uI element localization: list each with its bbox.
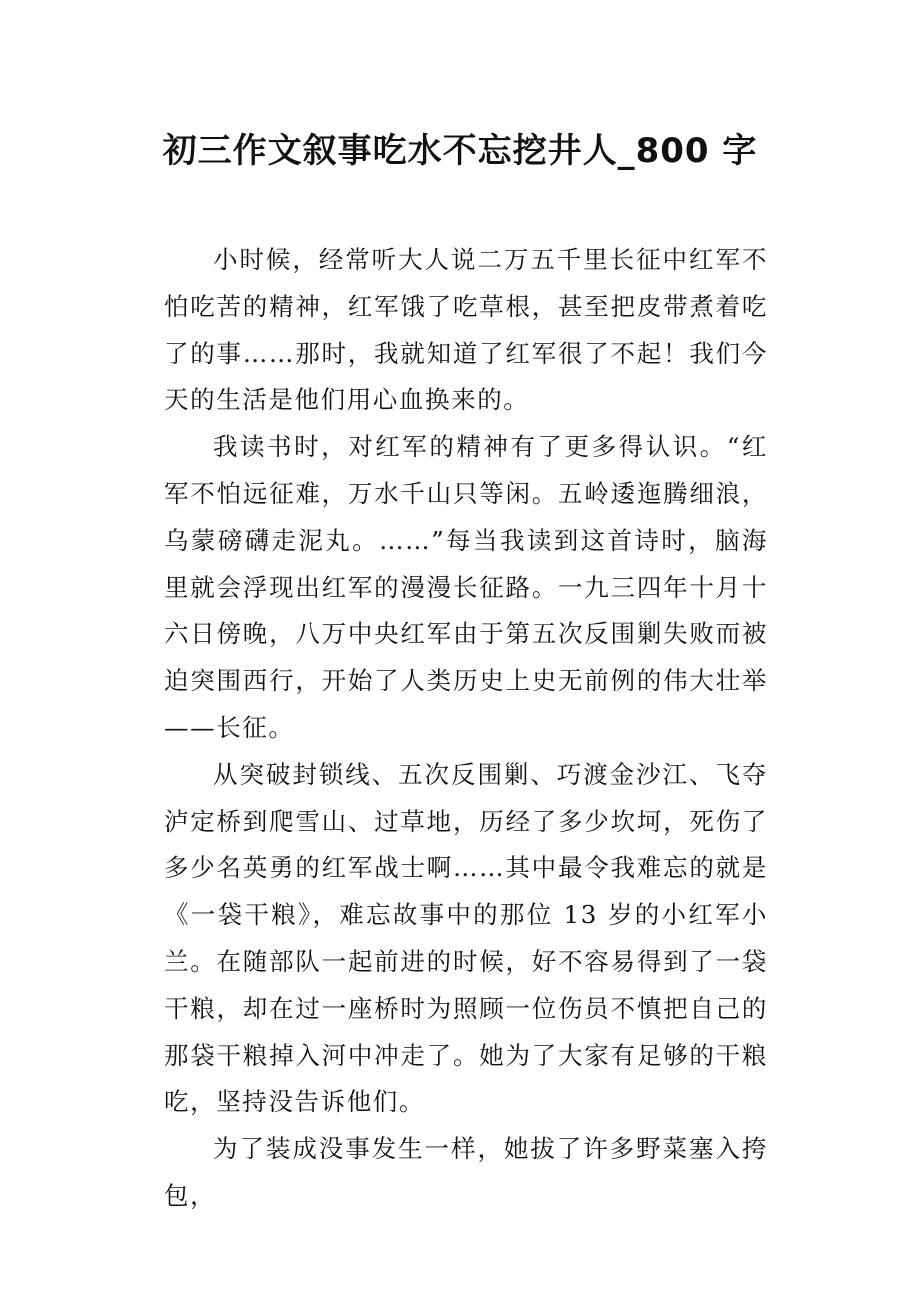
paragraph: 从突破封锁线、五次反围剿、巧渡金沙江、飞夺泸定桥到爬雪山、过草地，历经了多少坎坷，死伤了多少名英勇的红军战士啊……其中最令我难忘的就是《一袋干粮》，难忘故事中的那位 13 岁的小红军小兰。在随部队一起前进的时候，好不容易得到了一袋干粮，却在过一座桥时为照顾一位伤员不慎把自己的那袋干粮掉入河中冲走了。她为了大家有足够的干粮吃，坚持没告诉他们。 bbox=[164, 759, 768, 1117]
document-title: 初三作文叙事吃水不忘挖井人_800 字 bbox=[162, 131, 758, 171]
document-body bbox=[164, 237, 768, 1220]
paragraph: 小时候，经常听大人说二万五千里长征中红军不怕吃苦的精神，红军饿了吃草根，甚至把皮带煮着吃了的事……那时，我就知道了红军很了不起！我们今天的生活是他们用心血换来的。 bbox=[164, 245, 768, 415]
paragraph: 我读书时，对红军的精神有了更多得认识。“红军不怕远征难，万水千山只等闲。五岭逶迤腾细浪，乌蒙磅礴走泥丸。……”每当我读到这首诗时，脑海里就会浮现出红军的漫漫长征路。一九三四年十月十六日傍晚，八万中央红军由于第五次反围剿失败而被迫突围西行，开始了人类历史上史无前例的伟大壮举——长征。 bbox=[164, 432, 768, 742]
paragraph: 为了装成没事发生一样，她拔了许多野菜塞入挎包， bbox=[164, 1134, 768, 1210]
